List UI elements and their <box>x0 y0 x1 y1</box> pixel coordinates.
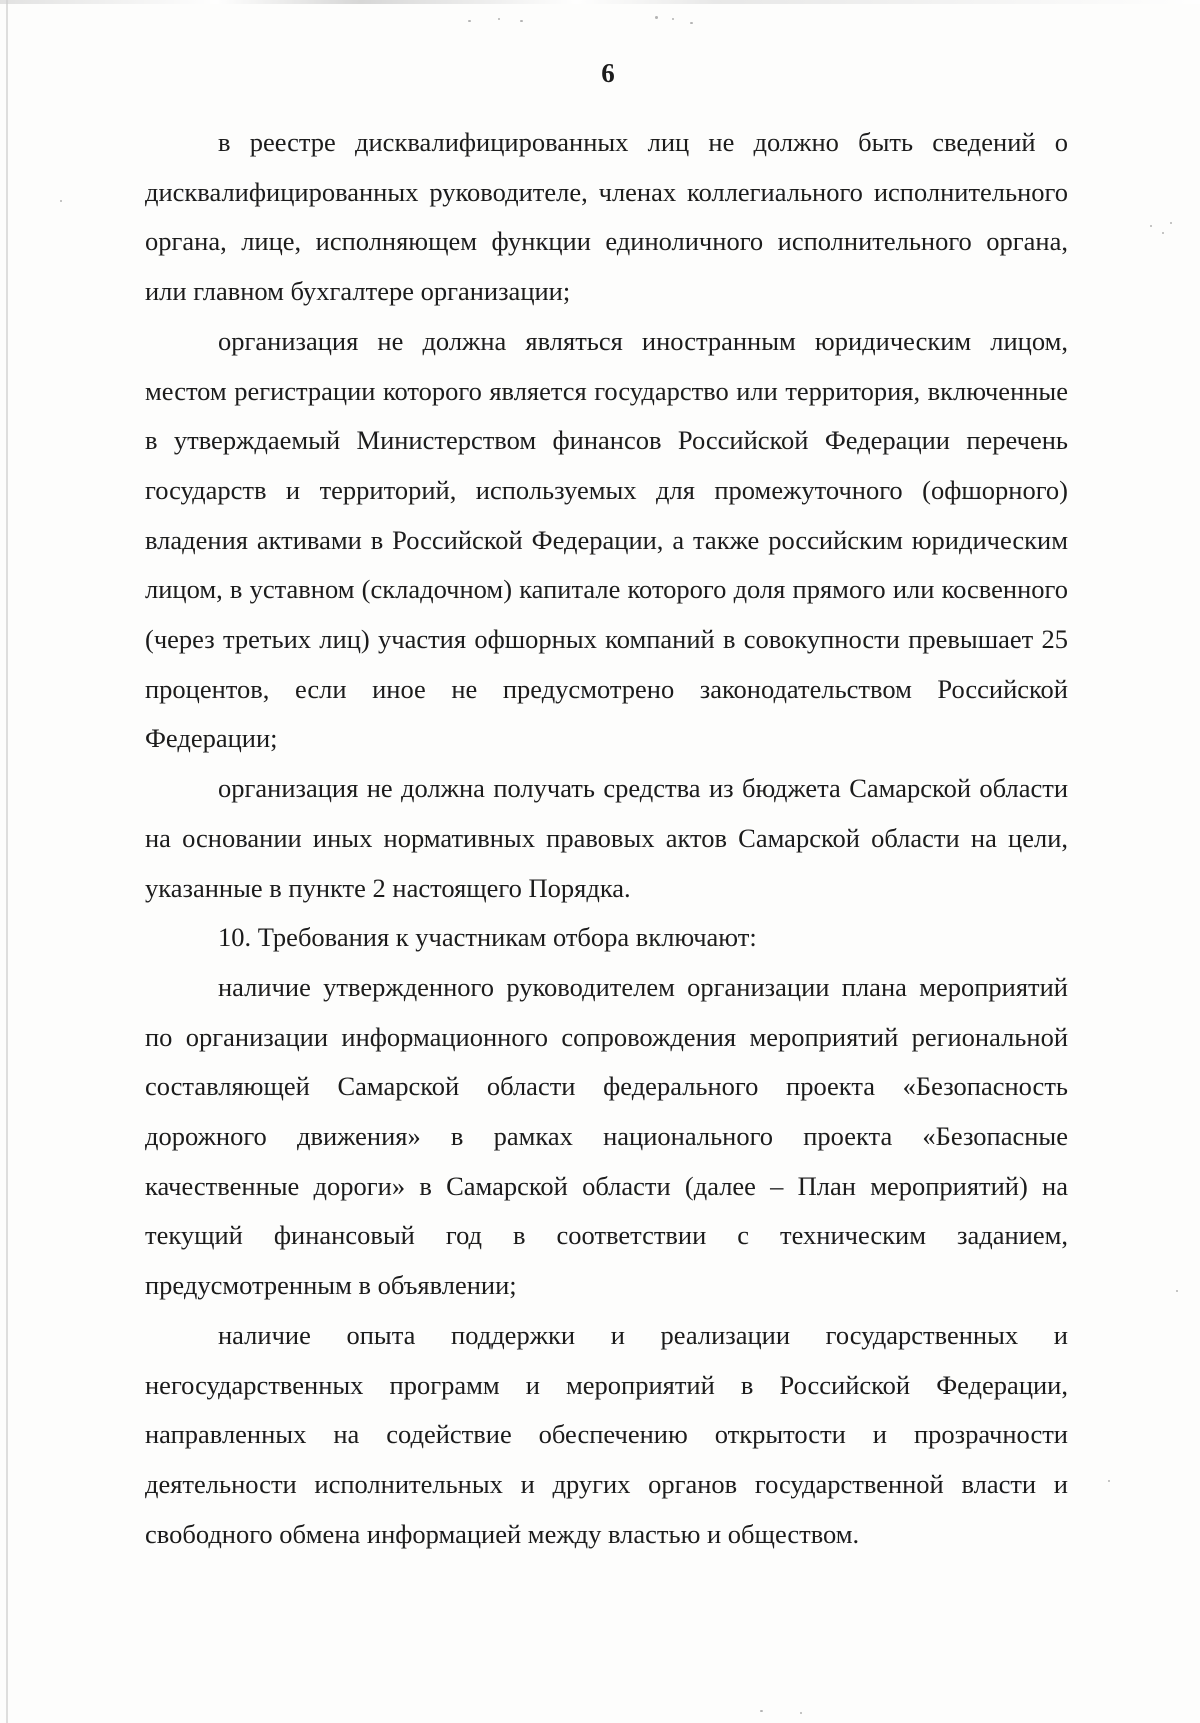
paragraph-disqualified-persons: в реестре дисквалифицированных лиц не должно быть сведений о дисквалифицированных руководителе, членах коллегиального исполнительного органа, лице, исполняющем функции единоличного исполнительного органа, или главном бухгалтере организации; <box>145 127 1068 307</box>
scan-edge-top <box>0 0 1200 4</box>
paragraph-budget-funds: организация не должна получать средства из бюджета Самарской области на основании иных нормативных правовых актов Самарской области на цели, указанные в пункте 2 настоящего Порядка. <box>145 773 1068 903</box>
paragraph-action-plan: наличие утвержденного руководителем организации плана мероприятий по организации информационного сопровождения мероприятий региональной составляющей Самарской области федерального проекта «Безопасность дорожного движения» в рамках национального проекта «Безопасные качественные дороги» в Самарской области (далее – План мероприятий) на текущий финансовый год в соответствии с техническим заданием, предусмотренным в объявлении; <box>145 971 1068 1301</box>
paragraph-foreign-entity: организация не должна являться иностранным юридическим лицом, местом регистрации которого является государство или территория, включенные в утверждаемый Министерством финансов Российской Федерации перечень государств и территорий, используемых для промежуточного (офшорного) владения активами в Российской Федерации, а также российским юридическим лицом, в уставном (складочном) капитале которого доля прямого или косвенного (через третьих лиц) участия офшорных компаний в совокупности превышает 25 процентов, если иное не предусмотрено законодательством Российской Федерации; <box>145 325 1068 754</box>
scan-edge-left <box>6 0 8 1723</box>
paragraph-requirements-heading: 10. Требования к участникам отбора включают: <box>218 922 757 953</box>
paragraph-experience: наличие опыта поддержки и реализации государственных и негосударственных программ и мероприятий в Российской Федерации, направленных на содействие обеспечению открытости и прозрачности деятельности исполнительных и других органов государственной власти и свободного обмена информацией между властью и обществом. <box>145 1319 1068 1549</box>
page-number: 6 <box>601 58 615 88</box>
document-body <box>145 118 1068 1559</box>
